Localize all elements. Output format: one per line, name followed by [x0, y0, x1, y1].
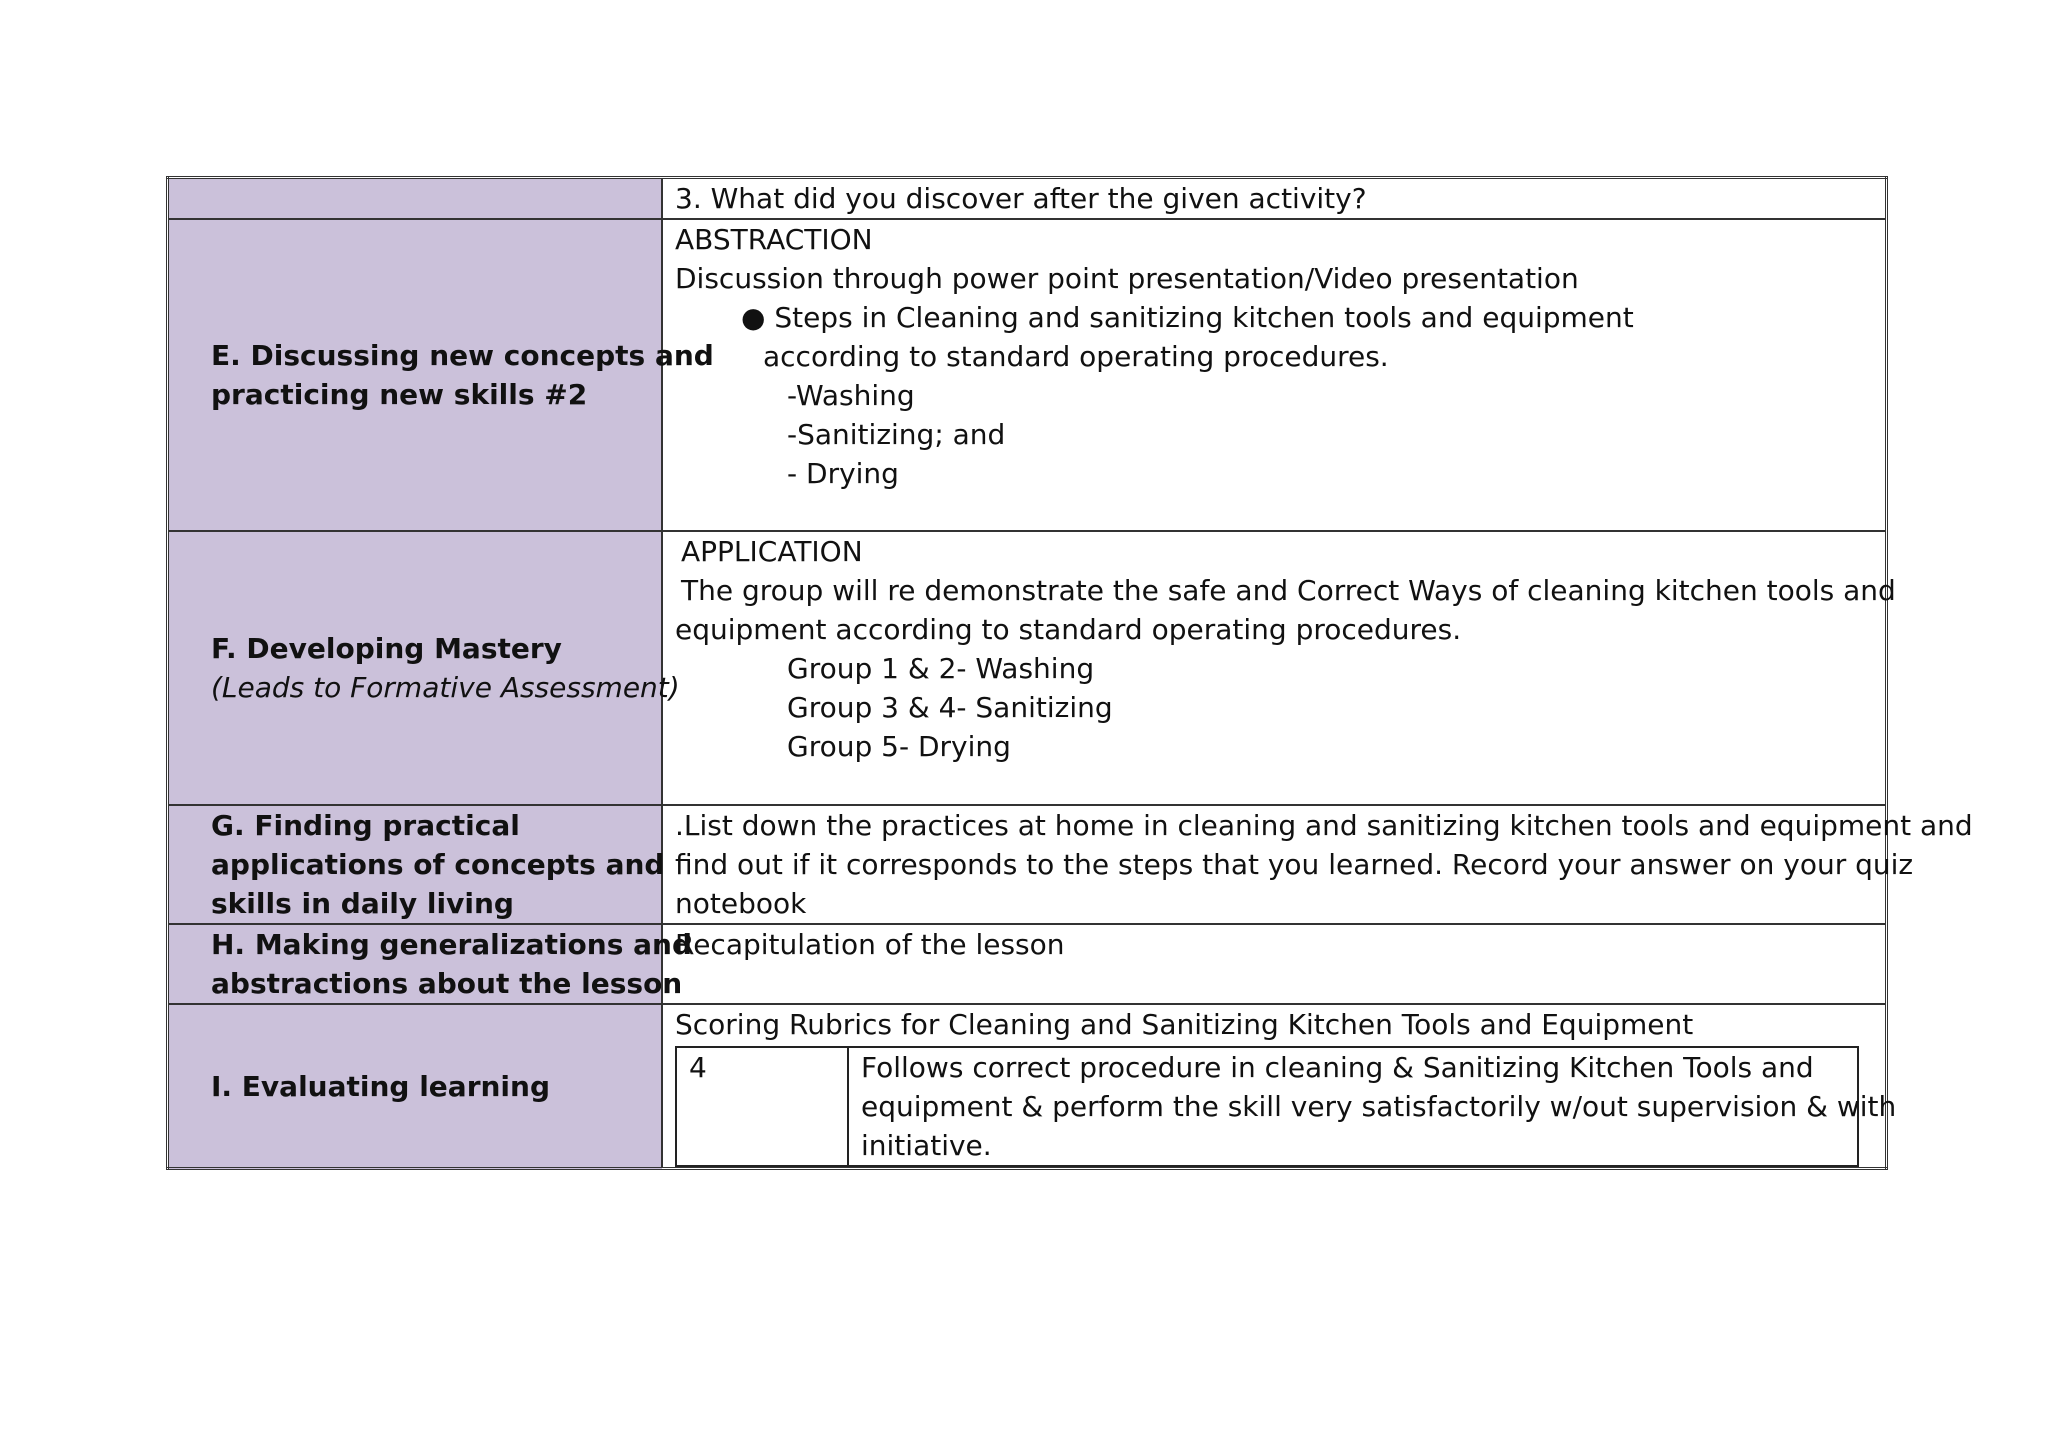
step-item: -Sanitizing; and: [787, 418, 1006, 451]
label-line: skills in daily living: [211, 887, 514, 920]
section-heading: ABSTRACTION: [675, 223, 873, 256]
rubric-line: equipment & perform the skill very satisfactorily w/out supervision & with: [861, 1090, 1897, 1123]
body-text: find out if it corresponds to the steps that you learned. Record your answer on your quiz: [675, 848, 1914, 881]
label-line: I. Evaluating learning: [211, 1069, 551, 1103]
group-item: Group 1 & 2- Washing: [787, 652, 1095, 685]
group-item: Group 3 & 4- Sanitizing: [787, 691, 1113, 724]
label-cell-f: [168, 531, 680, 805]
rubric-title: Scoring Rubrics for Cleaning and Sanitizing Kitchen Tools and Equipment: [675, 1008, 1694, 1041]
label-cell-i: [168, 1004, 663, 1169]
rubric-score: 4: [676, 1047, 848, 1166]
table-row: [168, 178, 1887, 220]
table-row: [168, 924, 1887, 1004]
label-line: abstractions about the lesson: [211, 967, 683, 1000]
rubric-line: initiative.: [861, 1129, 992, 1162]
step-item: -Washing: [787, 379, 915, 412]
content-cell: [662, 219, 1887, 531]
label-line: H. Making generalizations and: [211, 928, 693, 961]
label-line: practicing new skills #2: [211, 378, 588, 411]
row-label: [169, 925, 693, 1003]
table-row: [168, 1004, 1887, 1169]
table-row: [168, 219, 1887, 531]
label-cell-g: [168, 805, 663, 924]
body-text: Recapitulation of the lesson: [675, 928, 1065, 961]
body-text: The group will re demonstrate the safe and Correct Ways of cleaning kitchen tools and: [681, 574, 1896, 607]
table-row: [168, 805, 1887, 924]
label-subtitle: (Leads to Formative Assessment): [211, 671, 680, 704]
body-text: notebook: [675, 887, 807, 920]
section-heading: APPLICATION: [681, 535, 863, 568]
lesson-plan-table: [166, 176, 1973, 1170]
label-line: G. Finding practical: [211, 809, 520, 842]
content-cell: [662, 178, 1887, 220]
bullet-item: ● Steps in Cleaning and sanitizing kitchen tools and equipment: [741, 301, 1634, 334]
step-item: - Drying: [787, 457, 899, 490]
content-cell: [662, 1004, 1897, 1169]
rubric-table: [675, 1046, 1897, 1167]
label-cell-empty: [168, 178, 663, 220]
row-label: [169, 1067, 661, 1106]
question-text: 3. What did you discover after the given activity?: [675, 182, 1367, 215]
body-text: equipment according to standard operating procedures.: [675, 613, 1462, 646]
rubric-row: [676, 1047, 1858, 1166]
table-row: [168, 531, 1887, 805]
label-cell-e: [168, 219, 714, 531]
content-cell: [662, 924, 1887, 1004]
rubric-line: Follows correct procedure in cleaning & Sanitizing Kitchen Tools and: [861, 1051, 1814, 1084]
label-cell-h: [168, 924, 693, 1004]
rubric-description: [848, 1047, 1897, 1166]
intro-text: Discussion through power point presentation/Video presentation: [675, 262, 1579, 295]
label-line: applications of concepts and: [211, 848, 665, 881]
row-label: [169, 336, 714, 414]
content-cell: [662, 531, 1896, 805]
group-item: Group 5- Drying: [787, 730, 1011, 763]
bullet-continuation: according to standard operating procedures.: [763, 340, 1389, 373]
row-label: [169, 806, 665, 923]
content-cell: [662, 805, 1973, 924]
body-text: .List down the practices at home in cleaning and sanitizing kitchen tools and equipment and: [675, 809, 1973, 842]
label-line: E. Discussing new concepts and: [211, 339, 714, 372]
label-line: F. Developing Mastery: [211, 632, 562, 665]
row-label: [169, 629, 680, 707]
